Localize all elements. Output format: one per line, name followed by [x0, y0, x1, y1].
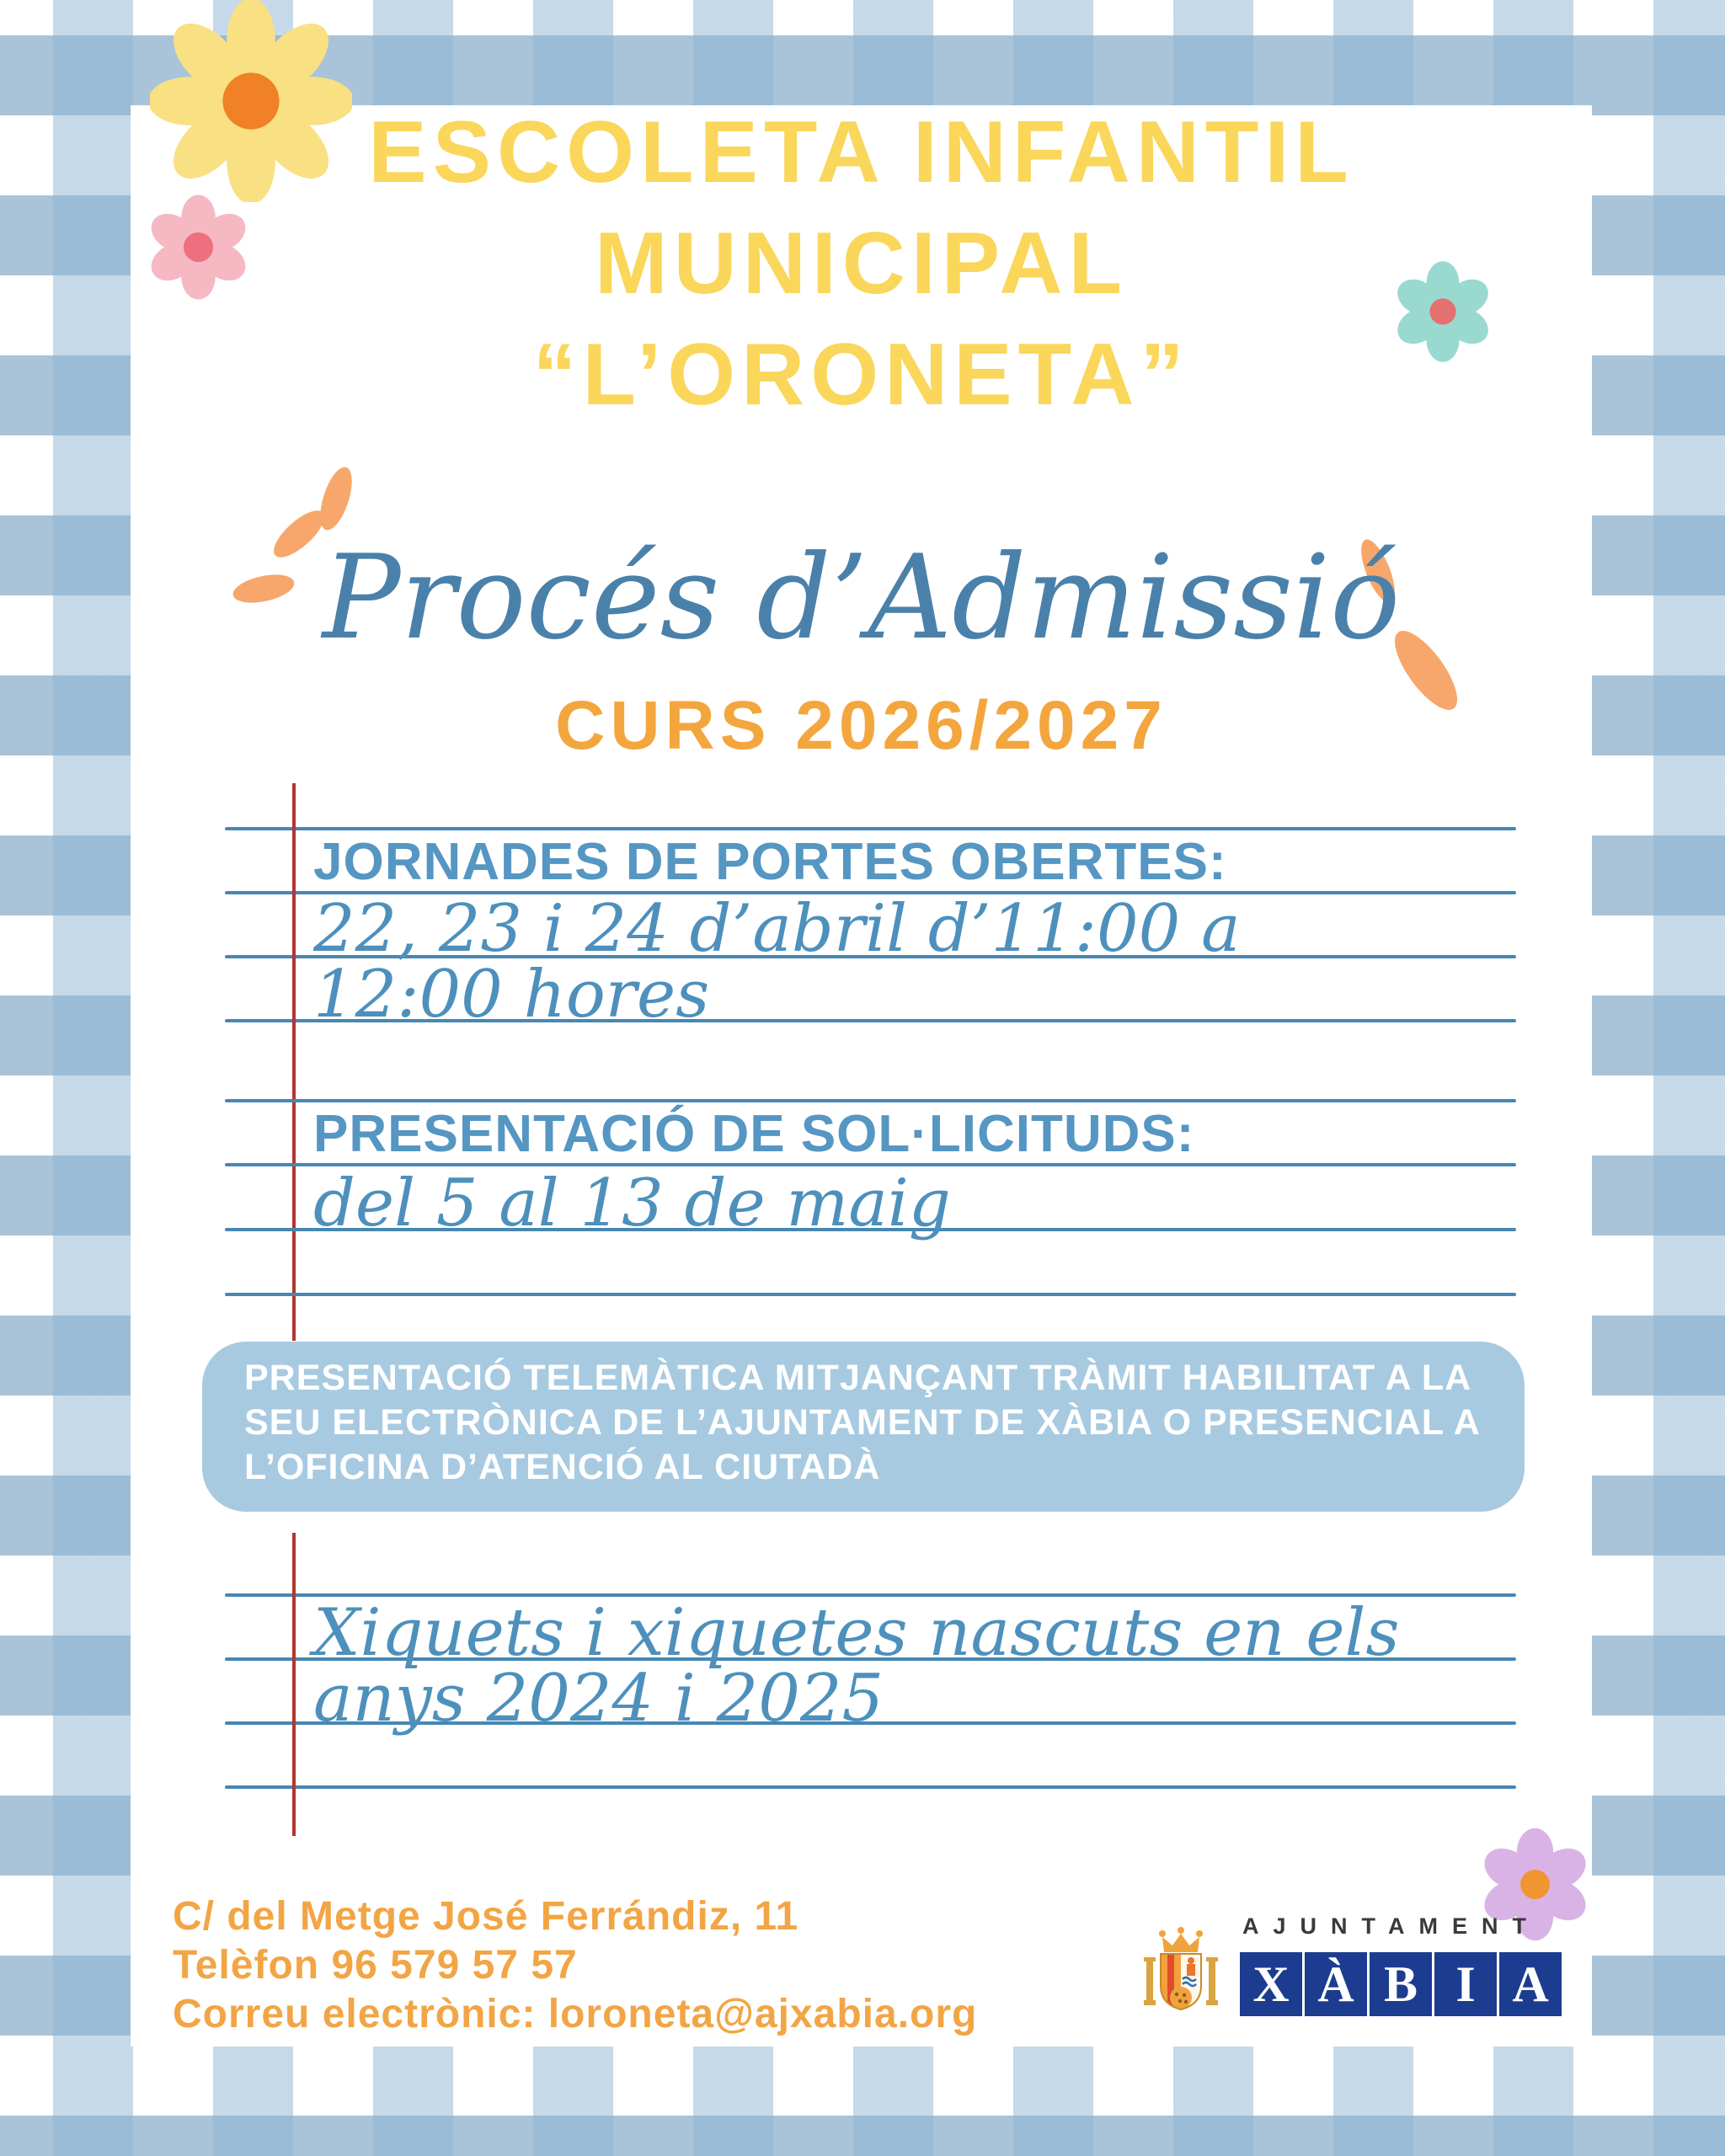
eligibility-line-2: anys 2024 i 2025 — [313, 1661, 884, 1737]
notice-line-2: SEU ELECTRÒNICA DE L’AJUNTAMENT DE XÀBIA O PRESENCIAL A — [244, 1402, 1481, 1443]
open-days-heading: JORNADES DE PORTES OBERTES: — [313, 833, 1227, 891]
title-line-3: “L’ORONETA” — [532, 326, 1190, 424]
footer-address: C/ del Metge José Ferrándiz, 11 — [173, 1894, 799, 1939]
open-days-dates: 22, 23 i 24 d’abril d’11:00 a — [313, 891, 1241, 967]
notice-line-1: PRESENTACIÓ TELEMÀTICA MITJANÇANT TRÀMIT HABILITAT A LA — [244, 1358, 1472, 1398]
open-days-hours: 12:00 hores — [313, 957, 710, 1033]
applications-heading: PRESENTACIÓ DE SOL·LICITUDS: — [313, 1105, 1195, 1163]
applications-dates: del 5 al 13 de maig — [313, 1166, 951, 1241]
logo-letter-tile: B — [1370, 1952, 1432, 2016]
logo-letter-tile: A — [1499, 1952, 1562, 2016]
rule-line — [225, 1293, 1516, 1296]
rule-line — [225, 827, 1516, 830]
title-line-2: MUNICIPAL — [594, 215, 1129, 312]
margin-line — [292, 1533, 296, 1836]
logo-city-name — [1240, 1952, 1562, 2016]
subtitle: Procés d’Admissió — [322, 530, 1401, 665]
logo-letter-tile: X — [1240, 1952, 1302, 2016]
rule-line — [225, 1785, 1516, 1789]
logo-letter-tile: À — [1305, 1952, 1367, 2016]
course-year: CURS 2026/2027 — [555, 687, 1167, 764]
footer-phone: Telèfon 96 579 57 57 — [173, 1943, 578, 1988]
coat-of-arms-icon — [1139, 1927, 1223, 2018]
logo-letter-tile: I — [1434, 1952, 1497, 2016]
logo-org-name: AJUNTAMENT — [1242, 1913, 1541, 1939]
title-line-1: ESCOLETA INFANTIL — [368, 104, 1354, 201]
eligibility-line-1: Xiquets i xiquetes nascuts en els — [313, 1595, 1400, 1671]
rule-line — [225, 1099, 1516, 1102]
margin-line — [292, 783, 296, 1341]
notice-line-3: L’OFICINA D’ATENCIÓ AL CIUTADÀ — [244, 1447, 881, 1487]
footer-email: Correu electrònic: loroneta@ajxabia.org — [173, 1992, 978, 2036]
